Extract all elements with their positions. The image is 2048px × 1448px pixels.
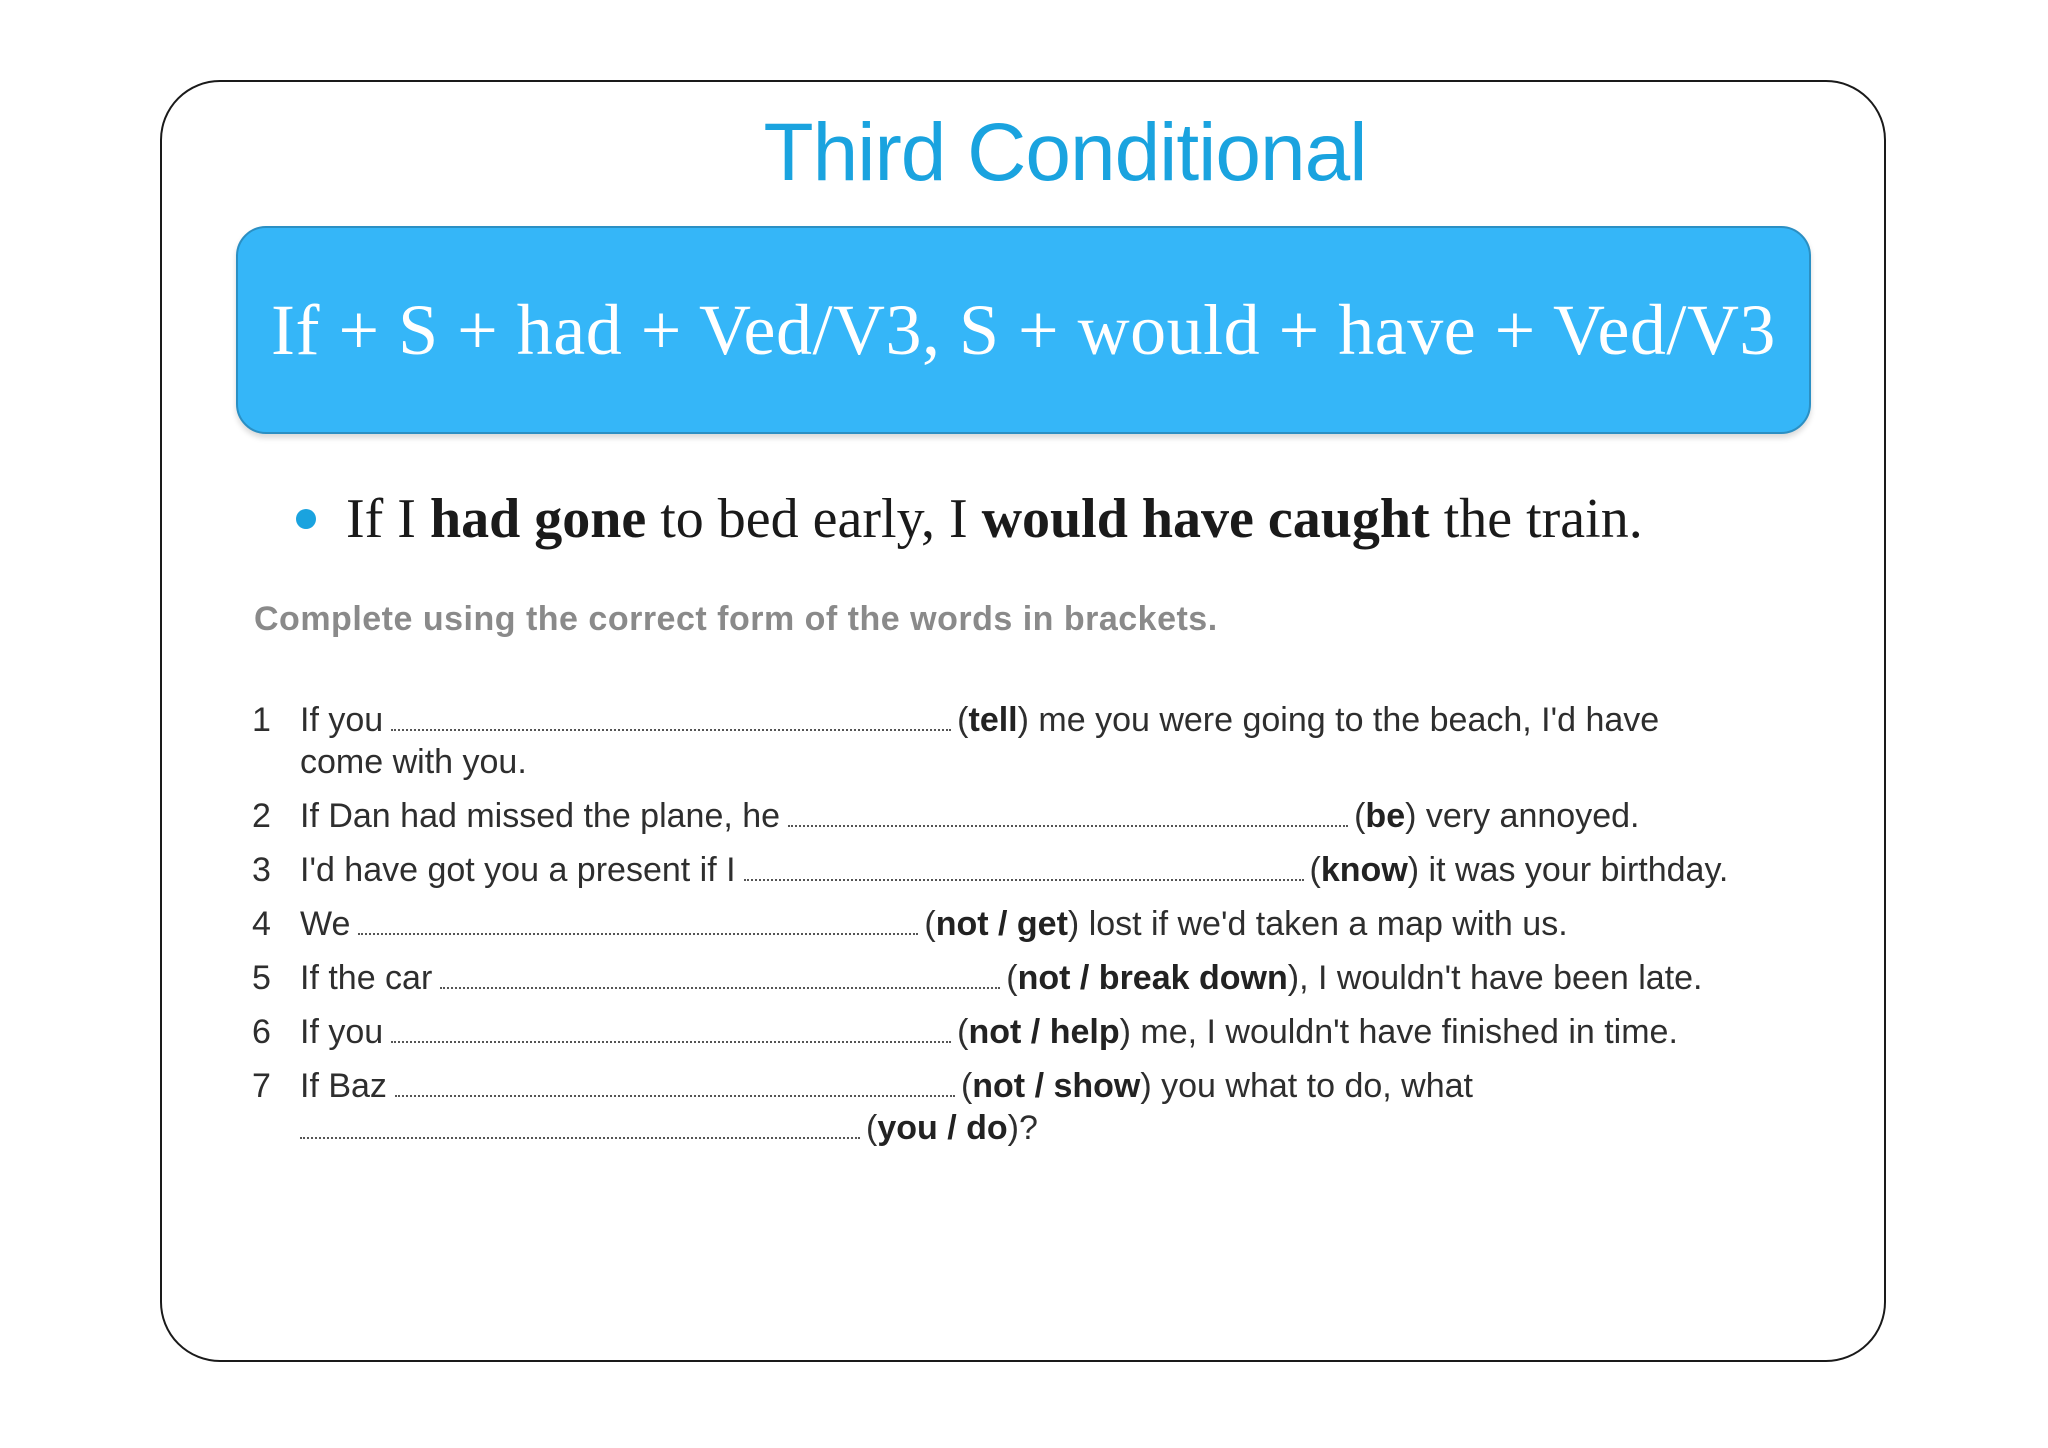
item-number: 7 xyxy=(252,1067,271,1105)
keyword: not / show xyxy=(972,1067,1141,1105)
formula-box xyxy=(236,226,1811,434)
item-after: it was your birthday. xyxy=(1419,851,1729,889)
item-text xyxy=(300,902,1568,946)
blank-field[interactable] xyxy=(440,961,1000,989)
item-after: very annoyed. xyxy=(1416,797,1640,835)
item-after: , I wouldn't have been late. xyxy=(1299,959,1703,997)
item-before: If you xyxy=(300,701,384,739)
item-after: me, I wouldn't have finished in time. xyxy=(1130,1013,1678,1051)
item-before: If the car xyxy=(300,959,433,997)
item-before: We xyxy=(300,905,351,943)
item-before: If Baz xyxy=(300,1067,387,1105)
example-part-1: If I xyxy=(346,488,430,550)
item-number: 3 xyxy=(252,851,271,889)
item-number: 2 xyxy=(252,797,271,835)
keyword-close: ) xyxy=(1407,851,1420,889)
item-text xyxy=(300,698,1659,742)
keyword: not / break down xyxy=(1017,959,1288,997)
example-part-2: to bed early, I xyxy=(646,488,982,550)
example-bold-1: had gone xyxy=(429,488,647,550)
keyword: be xyxy=(1365,797,1406,835)
keyword: know xyxy=(1320,851,1408,889)
blank-field[interactable] xyxy=(744,853,1304,881)
item-number: 6 xyxy=(252,1013,271,1051)
item-continuation: come with you. xyxy=(300,743,527,781)
item-continuation xyxy=(300,1106,1038,1150)
keyword-close: ) xyxy=(1119,1013,1131,1051)
item-text xyxy=(300,794,1639,838)
keyword-open: ( xyxy=(1309,851,1321,889)
blank-field[interactable] xyxy=(358,907,918,935)
keyword-open: ( xyxy=(924,905,936,943)
keyword-close: ) xyxy=(1287,959,1300,997)
item-before: If you xyxy=(300,1013,384,1051)
item-text xyxy=(300,1010,1678,1054)
item-text xyxy=(300,1064,1473,1108)
item-number: 1 xyxy=(252,701,271,739)
item-after: ? xyxy=(1018,1109,1038,1147)
keyword-open: ( xyxy=(957,701,969,739)
exercise-instruction: Complete using the correct form of the words in brackets. xyxy=(254,600,1218,638)
keyword-close: ) xyxy=(1140,1067,1152,1105)
item-after: me you were going to the beach, I'd have xyxy=(1028,701,1660,739)
item-after: you what to do, what xyxy=(1151,1067,1473,1105)
item-after: lost if we'd taken a map with us. xyxy=(1079,905,1568,943)
formula-text: If + S + had + Ved/V3, S + would + have + Ved/V3 xyxy=(271,289,1776,370)
item-before: If Dan had missed the plane, he xyxy=(300,797,781,835)
keyword: not / help xyxy=(968,1013,1120,1051)
item-number: 4 xyxy=(252,905,271,943)
bullet-icon xyxy=(296,509,316,529)
keyword-close: ) xyxy=(1007,1109,1019,1147)
item-number: 5 xyxy=(252,959,271,997)
example-bold-2: would have caught xyxy=(981,488,1430,550)
item-before: I'd have got you a present if I xyxy=(300,851,736,889)
keyword-close: ) xyxy=(1017,701,1029,739)
keyword: tell xyxy=(968,701,1018,739)
blank-field[interactable] xyxy=(788,799,1348,827)
example-sentence xyxy=(296,482,1643,556)
keyword-open: ( xyxy=(866,1109,878,1147)
slide-title: Third Conditional xyxy=(763,107,1367,198)
blank-field[interactable] xyxy=(300,1111,860,1139)
keyword-close: ) xyxy=(1067,905,1080,943)
keyword-close: ) xyxy=(1405,797,1417,835)
blank-field[interactable] xyxy=(395,1069,955,1097)
item-text xyxy=(300,848,1728,892)
keyword-open: ( xyxy=(957,1013,969,1051)
blank-field[interactable] xyxy=(391,703,951,731)
example-part-3: the train. xyxy=(1429,488,1643,550)
keyword: you / do xyxy=(877,1109,1008,1147)
keyword-open: ( xyxy=(1006,959,1018,997)
keyword-open: ( xyxy=(1354,797,1366,835)
blank-field[interactable] xyxy=(391,1015,951,1043)
item-text xyxy=(300,956,1703,1000)
keyword: not / get xyxy=(935,905,1068,943)
keyword-open: ( xyxy=(960,1067,973,1105)
